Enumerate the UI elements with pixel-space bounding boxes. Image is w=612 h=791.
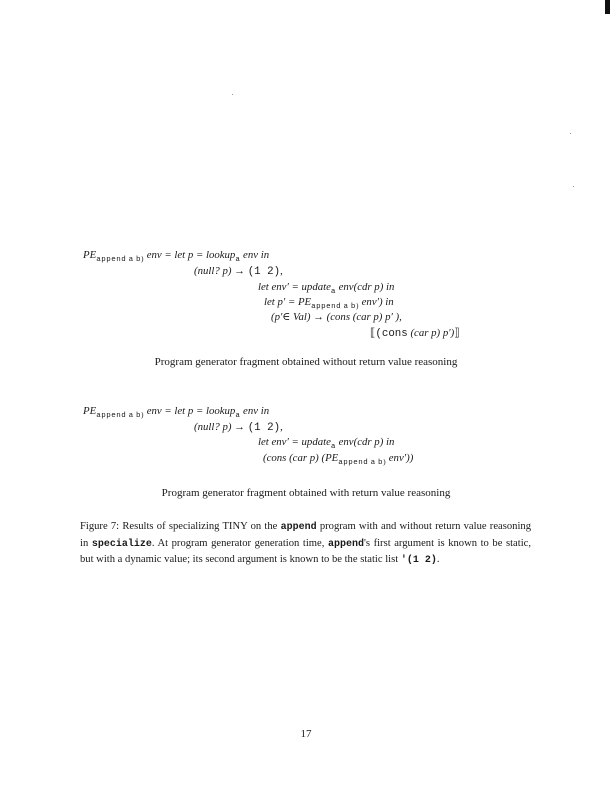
caption-text: 's first argument is known to be static, but with a dynamic value; its second argument is known to be the static list: [80, 537, 531, 565]
arg-b: b: [350, 303, 356, 311]
code-line-3: [258, 280, 394, 296]
line-tail: env in: [240, 405, 270, 417]
caption-code: specialize: [91, 538, 152, 550]
static-list: (1 2): [247, 422, 281, 434]
caption-code: append: [280, 522, 317, 533]
speck: [573, 186, 574, 187]
cons-code: (cons: [375, 328, 408, 340]
let-update: let env′ = update: [258, 281, 331, 293]
line-tail: env(cdr p) in: [335, 436, 395, 448]
line-tail: env′) in: [358, 296, 394, 308]
code-line-1: $PE_{append a b)}$ env = let p = lookup$_a$ env in: [83, 249, 270, 264]
code-line-3: [258, 435, 394, 451]
arg-a: a: [128, 256, 134, 264]
code-line-4: let $p' = PE_{append a b)}$ env′) in: [264, 296, 394, 311]
lhs-rest: env =: [144, 405, 175, 417]
caption-without-reasoning: Program generator fragment obtained without return value reasoning: [154, 356, 458, 368]
comma: ,: [280, 421, 283, 433]
line-tail: env(cdr p) in: [335, 281, 395, 293]
update-sub: a: [330, 443, 336, 451]
fn-name: append: [311, 303, 342, 311]
corner-mark: [605, 0, 610, 14]
fn-name: append: [96, 412, 127, 420]
cons-open: (cons (car p) (: [263, 452, 326, 464]
update-sub: a: [330, 288, 336, 296]
code-line-2: [194, 264, 283, 279]
code-line-5: [271, 310, 402, 324]
pe-symbol: PE: [83, 405, 97, 417]
static-list: (1 2): [247, 266, 281, 278]
caption-text: Figure 7: Results of specializing TINY on the: [80, 521, 281, 532]
caption-text: program with and without return value reasoning in: [80, 521, 531, 549]
pe-symbol: PE: [83, 249, 97, 261]
speck: [232, 94, 233, 95]
pe-symbol: PE: [297, 296, 312, 308]
code-line-1: $PE_{append a b)}$ env = let p = lookup$_a$ env in: [83, 405, 270, 420]
arg-b: b: [378, 459, 384, 467]
pe-symbol: PE: [325, 452, 339, 464]
figure-caption: [80, 519, 531, 569]
let-update: let env′ = update: [258, 436, 331, 448]
lookup-sub: a: [235, 256, 241, 264]
lhs-rest: env =: [144, 249, 175, 261]
page-number: 17: [300, 728, 312, 740]
caption-code: append: [327, 538, 364, 550]
arg-b: b: [135, 256, 141, 264]
caption-code: '(1 2): [400, 555, 437, 566]
speck: [570, 133, 571, 134]
line-tail: env′)): [386, 452, 414, 464]
arg-b: b: [135, 412, 141, 420]
line-tail: env in: [240, 249, 270, 261]
arg-a: a: [343, 303, 349, 311]
fn-name: append: [338, 459, 369, 467]
caption-text: .: [436, 554, 440, 565]
arg-a: a: [128, 412, 134, 420]
val-check: (p′∈ Val) → (cons (car p) p′ ),: [271, 311, 402, 323]
close-bracket: ⟧: [454, 327, 460, 339]
let-p-prime: let p′ =: [264, 296, 298, 308]
lookup-sub: a: [235, 412, 241, 420]
caption-with-reasoning: Program generator fragment obtained with return value reasoning: [161, 487, 451, 499]
null-check: (null? p) →: [194, 265, 248, 277]
let-lookup: let p = lookup: [174, 405, 236, 417]
arg-a: a: [370, 459, 376, 467]
open-bracket: ⟦: [370, 327, 376, 339]
null-check: (null? p) →: [194, 421, 248, 433]
cons-args: (car p) p′): [407, 327, 455, 339]
let-lookup: let p = lookup: [174, 249, 236, 261]
code-line-6: [370, 326, 460, 341]
caption-text: . At program generator generation time,: [151, 537, 328, 549]
comma: ,: [280, 265, 283, 277]
code-line-4: (cons (car p) ($PE_{append a b)}$ env′)): [263, 452, 414, 467]
code-line-2: [194, 420, 283, 435]
fn-name: append: [96, 256, 127, 264]
